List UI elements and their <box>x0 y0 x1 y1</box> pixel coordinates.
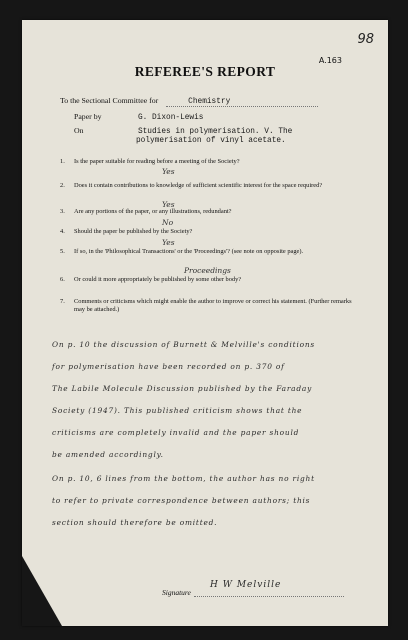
torn-corner <box>22 556 62 626</box>
comment-line-9: section should therefore be omitted. <box>52 518 218 527</box>
paper-by-label: Paper by <box>74 112 102 121</box>
paper-by-value: G. Dixon-Lewis <box>137 114 204 122</box>
signature: H W Melville <box>210 580 282 590</box>
comment-line-2: for polymerisation have been recorded on p. 370 of <box>52 362 285 371</box>
on-value-line1: Studies in polymerisation. V. The <box>137 128 293 136</box>
answer-3: No <box>162 218 174 227</box>
comment-line-1: On p. 10 the discussion of Burnett & Melville's conditions <box>52 340 316 349</box>
answer-1: Yes <box>162 167 175 176</box>
folio-number: 98 <box>357 32 374 47</box>
answer-4: Yes <box>162 238 175 247</box>
signature-line <box>194 596 344 597</box>
on-label: On <box>74 126 84 135</box>
comment-line-8: to refer to private correspondence between authors; this <box>52 496 311 505</box>
signature-label: Signature <box>162 588 191 597</box>
reference-code: A.163 <box>318 56 342 65</box>
comment-line-6: be amended accordingly. <box>52 450 164 459</box>
comment-line-3: The Labile Molecule Discussion published by the Faraday <box>52 384 313 393</box>
comment-line-5: criticisms are completely invalid and the paper should <box>52 428 300 437</box>
committee-label: To the Sectional Committee for <box>60 96 159 105</box>
answer-5: Proceedings <box>184 266 231 275</box>
comment-line-7: On p. 10, 6 lines from the bottom, the author has no right <box>52 474 315 483</box>
paper-by-line <box>60 112 203 122</box>
comment-line-4: Society (1947). This published criticism shows that the <box>52 406 303 415</box>
committee-line <box>60 96 318 107</box>
on-value-line2: polymerisation of vinyl acetate. <box>136 137 286 145</box>
committee-value: Chemistry <box>188 98 231 106</box>
on-line-2 <box>136 135 286 145</box>
report-sheet: 98 A.163 REFEREE'S REPORT To the Sectional Committee for Chemistry Paper by G. Dixon-Lewis On Studies in polymerisation. V. The polymerisation of vinyl acetate. 1. Is the paper suitable for reading before a meeting of the Society? Yes 2. Does it contain contributions to knowledge of sufficient scientific interest for the space required? Yes 3. Are any portions of the paper, or any illustrations, redundant? No 4. Should the paper be published by the Society? Yes 5. If so, in the 'Philosophical Transactions' or the 'Proceedings'? (see note on opposite page). Proceedings 6. Or could it more appropriately be published by some other body? 7. Comments or criticisms which might enable the author to improve or correct his statement. (Further remarks may be attached.) On p. 10 the discussion of Burnett & Melville's conditions for polymerisation have been recorded on p. 370 of The Labile Molecule Discussion published by the Faraday Society (1947). This published criticism shows that the criticisms are completely invalid and the paper should be amended accordingly. On p. 10, 6 lines from the bottom, the author has no right to refer to private correspondence between authors; this section should therefore be omitted. Signature H W Melville <box>22 20 388 626</box>
answer-2: Yes <box>162 200 175 209</box>
committee-field <box>166 96 318 107</box>
page-title: REFEREE'S REPORT <box>134 64 276 79</box>
